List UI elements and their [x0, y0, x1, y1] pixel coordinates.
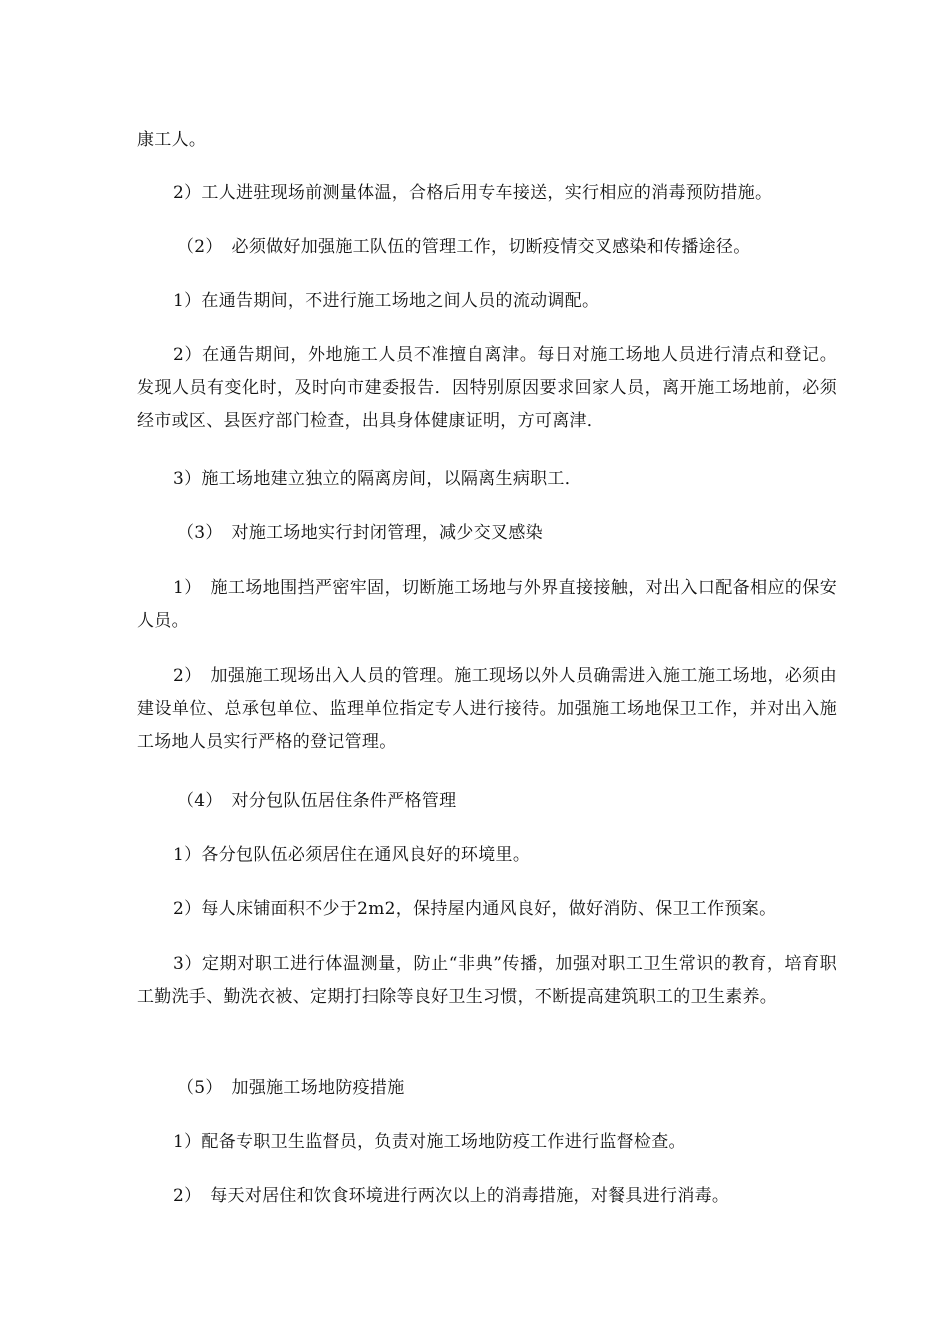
paragraph-9: 2）每人床铺面积不少于2m2，保持屋内通风良好，做好消防、保卫工作预案。 — [173, 899, 777, 919]
paragraph-6: 1） 施工场地围挡严密牢固，切断施工场地与外界直接接触，对出入口配备相应的保安人员。 — [137, 578, 837, 631]
paragraph-7: 2） 加强施工现场出入人员的管理。施工现场以外人员确需进入施工施工场地，必须由建设单位、总承包单位、监理单位指定专人进行接待。加强施工场地保卫工作，并对出入施工场地人员实行严格的登记管理。 — [137, 666, 837, 752]
heading-2: （2） 必须做好加强施工队伍的管理工作，切断疫情交叉感染和传播途径。 — [177, 237, 751, 257]
paragraph-1: 康工人。 — [137, 130, 207, 150]
heading-3: （3） 对施工场地实行封闭管理，减少交叉感染 — [177, 523, 543, 543]
paragraph-5: 3）施工场地建立独立的隔离房间，以隔离生病职工． — [173, 469, 583, 489]
paragraph-11: 1）配备专职卫生监督员，负责对施工场地防疫工作进行监督检查。 — [173, 1132, 686, 1152]
paragraph-3: 1）在通告期间，不进行施工场地之间人员的流动调配。 — [173, 291, 600, 311]
paragraph-12: 2） 每天对居住和饮食环境进行两次以上的消毒措施，对餐具进行消毒。 — [173, 1186, 730, 1206]
paragraph-8: 1）各分包队伍必须居住在通风良好的环境里。 — [173, 845, 531, 865]
paragraph-4: 2）在通告期间，外地施工人员不准擅自离津。每日对施工场地人员进行清点和登记。发现人员有变化时，及时向市建委报告．因特别原因要求回家人员，离开施工场地前，必须经市或区、县医疗部门检查，出具身体健康证明，方可离津． — [137, 345, 837, 431]
paragraph-10: 3）定期对职工进行体温测量，防止“非典”传播，加强对职工卫生常识的教育，培育职工勤洗手、勤洗衣被、定期打扫除等良好卫生习惯，不断提高建筑职工的卫生素养。 — [137, 954, 837, 1007]
paragraph-2: 2）工人进驻现场前测量体温，合格后用专车接送，实行相应的消毒预防措施。 — [173, 183, 773, 203]
heading-4: （4） 对分包队伍居住条件严格管理 — [177, 791, 457, 811]
heading-5: （5） 加强施工场地防疫措施 — [177, 1078, 405, 1098]
